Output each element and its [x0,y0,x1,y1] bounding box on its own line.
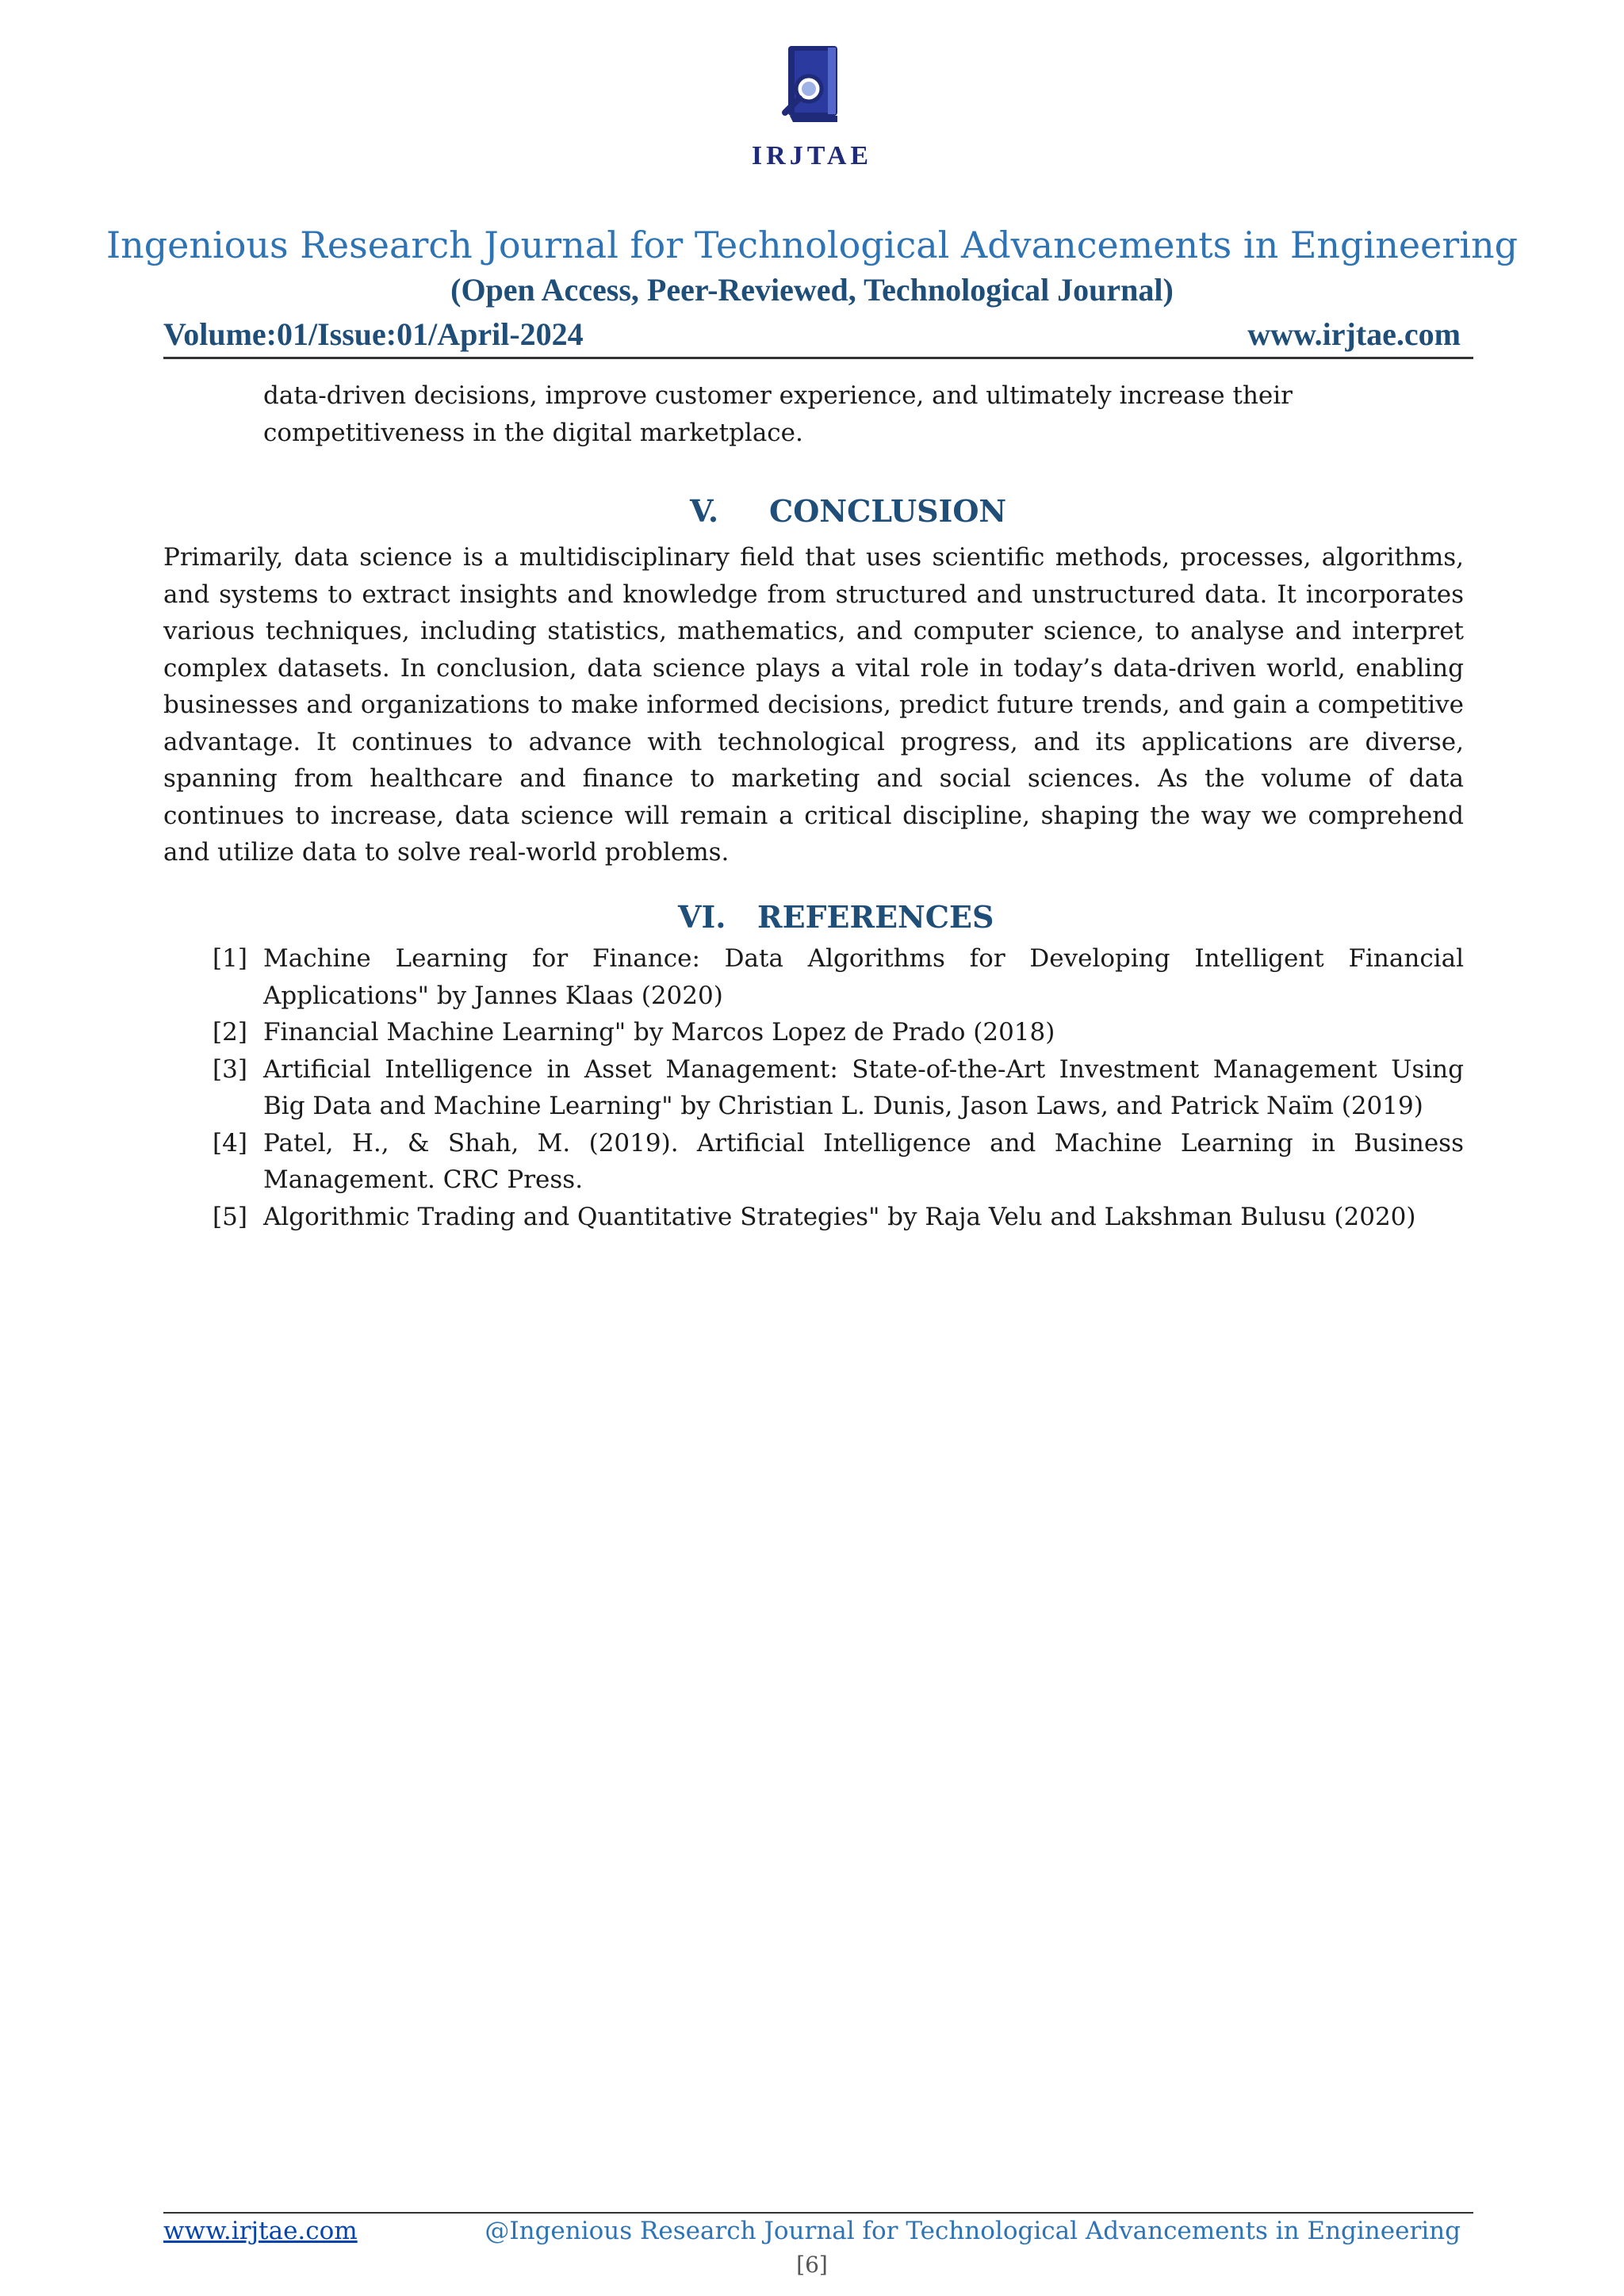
book-magnifier-icon [749,40,875,139]
footer-divider [163,2212,1473,2214]
issue-info: Volume:01/Issue:01/April-2024 [163,316,584,352]
reference-text: Financial Machine Learning" by Marcos Lopez de Prado (2018) [263,1018,1055,1047]
journal-subtitle: (Open Access, Peer-Reviewed, Technological Journal) [450,272,1174,308]
reference-number: [5] [213,1202,247,1231]
header-divider [163,357,1473,359]
reference-text: Algorithmic Trading and Quantitative Strategies" by Raja Velu and Lakshman Bulusu (2020) [263,1202,1416,1231]
reference-number: [3] [213,1054,247,1084]
reference-number: [1] [213,944,247,973]
reference-item [213,1125,1464,1199]
references-list [213,940,1464,1235]
reference-item [213,1199,1464,1236]
conclusion-paragraph: Primarily, data science is a multidisciplinary field that uses scientific methods, processes, algorithms, and systems to extract insights and knowledge from structured and unstructured data. It incorporates various techniques, including statistics, mathematics, and computer science, to analyse and interpret complex datasets. In conclusion, data science plays a vital role in today’s data-driven world, enabling businesses and organizations to make informed decisions, predict future trends, and gain a competitive advantage. It continues to advance with technological progress, and its applications are diverse, spanning from healthcare and finance to marketing and social sciences. As the volume of data continues to increase, data science will remain a critical discipline, shaping the way we comprehend and utilize data to solve real-world problems. [163,543,1464,867]
reference-text: Artificial Intelligence in Asset Management: State-of-the-Art Investment Management Using Big Data and Machine Learning" by Christian L. Dunis, Jason Laws, and Patrick Naïm (2019) [263,1054,1464,1120]
footer-copyright: @Ingenious Research Journal for Technological Advancements in Engineering [485,2217,1461,2245]
journal-title: Ingenious Research Journal for Technological Advancements in Engineering [105,224,1519,266]
journal-logo [749,40,875,190]
reference-text: Patel, H., & Shah, M. (2019). Artificial Intelligence and Machine Learning in Business Management. CRC Press. [263,1128,1464,1194]
footer-website-link[interactable]: www.irjtae.com [163,2217,358,2245]
section-number: V. [690,493,719,529]
continuation-paragraph: data-driven decisions, improve customer experience, and ultimately increase their competitiveness in the digital marketplace. [263,381,1293,447]
reference-item [213,1051,1464,1125]
section-number: VI. [678,899,726,935]
page-number: [6] [796,2252,828,2278]
header-website: www.irjtae.com [1247,316,1461,352]
reference-number: [4] [213,1128,247,1158]
reference-item [213,1014,1464,1051]
logo-text: IRJTAE [751,141,873,170]
reference-number: [2] [213,1018,247,1047]
section-title: CONCLUSION [769,493,1007,529]
reference-text: Machine Learning for Finance: Data Algorithms for Developing Intelligent Financial Applications" by Jannes Klaas (2020) [263,944,1464,1010]
reference-item [213,940,1464,1014]
section-title: REFERENCES [757,899,994,935]
